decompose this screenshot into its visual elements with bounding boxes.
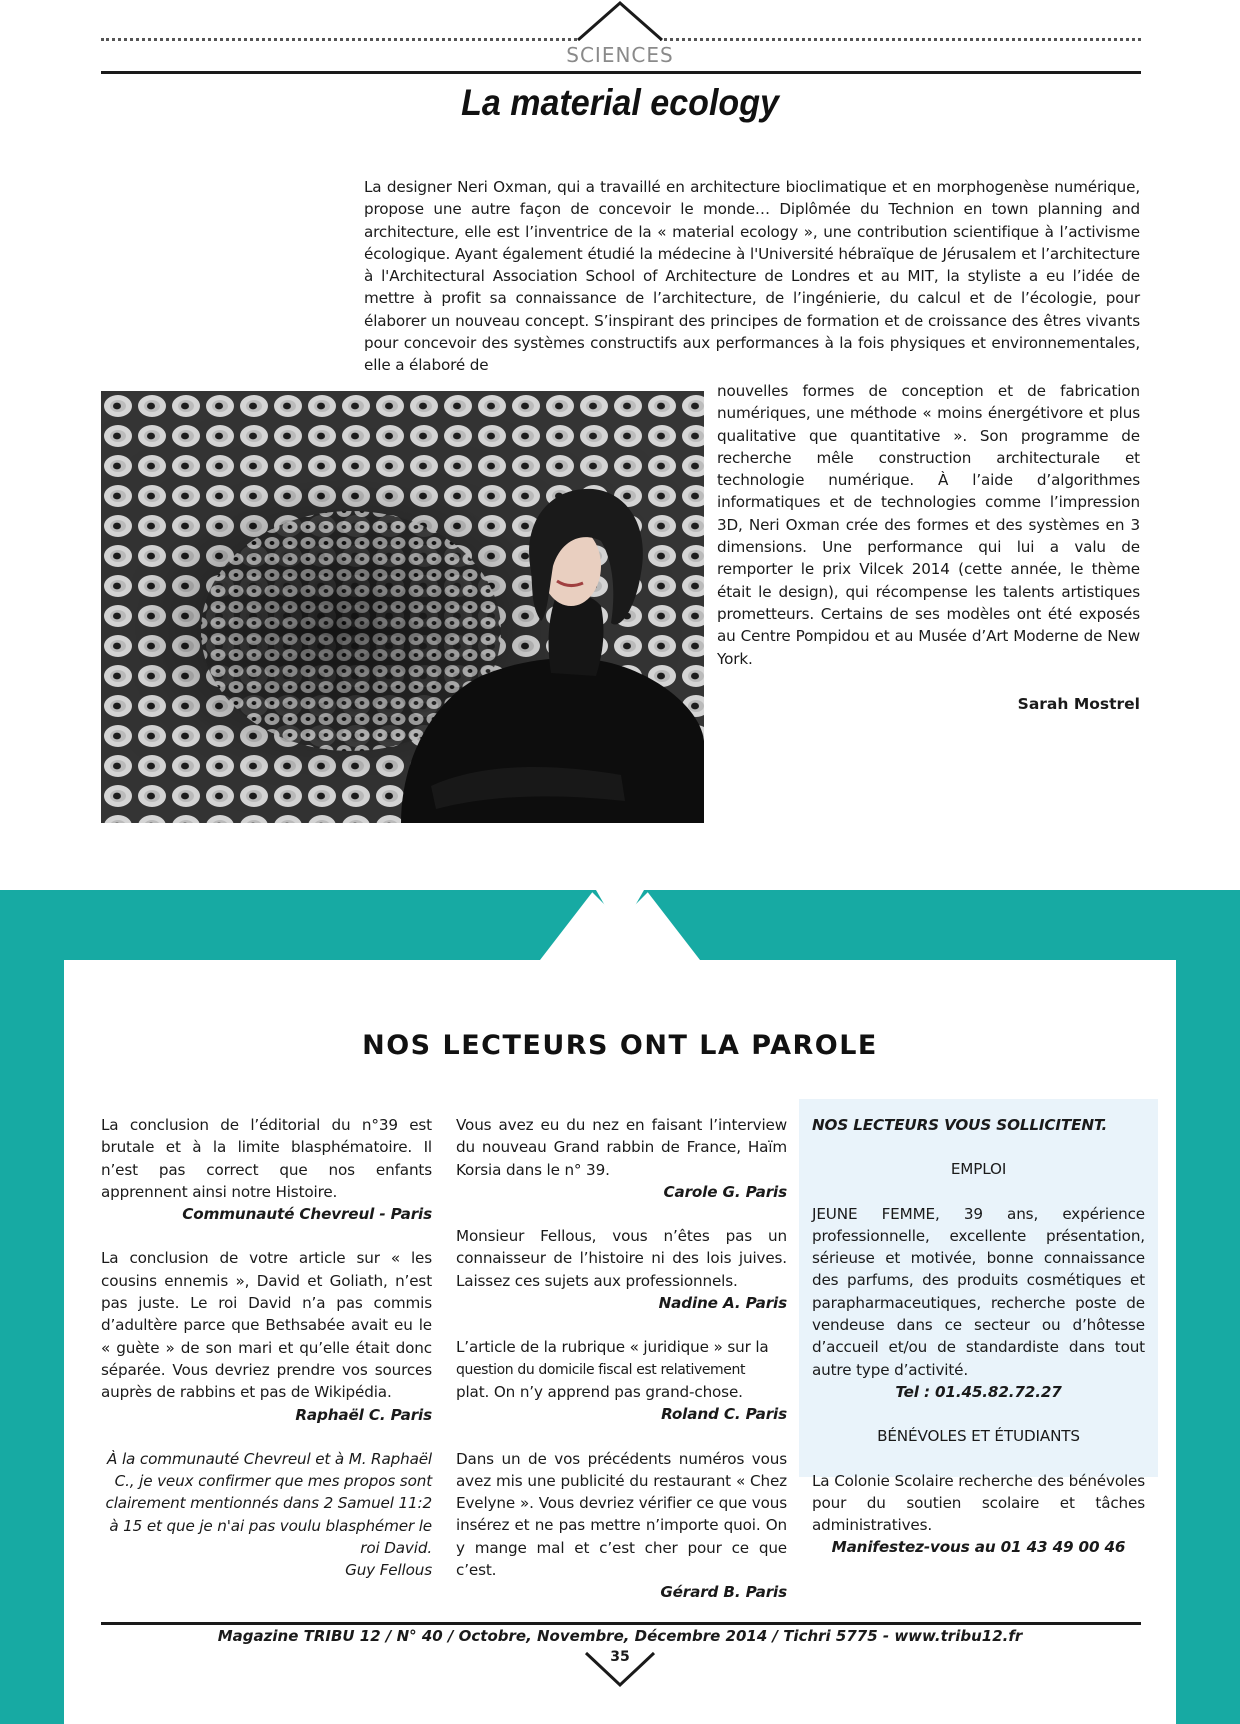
article-author: Sarah Mostrel [1017,695,1140,713]
editor-reply: À la communauté Chevreul et à M. Raphaël C., je veux confirmer que mes propos sont clairement mentionnés dans 2 Samuel 11:2 à 15 et que je n'ai pas voulu blasphémer le roi David. [105,1449,432,1558]
letter-text-line: question du domicile fiscal est relativement [456,1361,746,1378]
article-body-top: La designer Neri Oxman, qui a travaillé en architecture bioclimatique et en morphogenèse numérique, propose une autre façon de concevoir le monde… Diplômée du Technion en town planning and architecture, elle est l’inventrice de la « material ecology », une contribution scientifique à l’activisme écologique. Ayant également étudié la médecine à l'Université hébraïque de Jérusalem et l’architecture à l'Architectural Association School of Architecture de Londres et au MIT, la styliste a eu l’idée de mettre à profit sa connaissance de l’architecture, de l’ingénierie, du calcul et de l’écologie, pour élaborer un nouveau concept. S’inspirant des principes de formation et de croissance des êtres vivants pour concevoir des systèmes constructifs aux performances à la fois physiques et environnementales, elle a élaboré de [364,178,1140,375]
photo-pattern [101,391,704,823]
letter-text: Vous avez eu du nez en faisant l’interview du nouveau Grand rabbin de France, Haïm Korsia dans le n° 39. [456,1116,787,1179]
letter-text-line: L’article de la rubrique « juridique » sur la [456,1338,769,1357]
footer-credits: Magazine TRIBU 12 / N° 40 / Octobre, Novembre, Décembre 2014 / Tichri 5775 - www.tribu12.fr [217,1627,1023,1645]
letter-text: Dans un de vos précédents numéros vous avez mis une publicité du restaurant « Chez Evelyne ». Vous devriez vérifier ce que vous insérez et ne pas mettre n’importe quoi. On y mange mal et c’est cher pour ce que c’est. [456,1449,787,1580]
letter-text: La conclusion de votre article sur « les cousins ennemis », David et Goliath, n’est pas juste. Le roi David n’a pas commis d’adultère parce que Bethsabée avait eu le « guète » de son mari et qu’elle était donc séparée. Vous devriez prendre vos sources auprès de rabbins et pas de Wikipédia. [101,1249,432,1402]
letter-text: La conclusion de l’éditorial du n°39 est brutale et à la limite blasphématoire. Il n’est pas correct que nos enfants apprennent ainsi notre Histoire. [101,1116,432,1201]
letter-text-line: plat. On n’y apprend pas grand-chose. [456,1382,743,1401]
letter-signature: Raphaël C. Paris [295,1405,432,1424]
header-peak-ornament [560,0,680,42]
letter-signature: Communauté Chevreul - Paris [182,1205,432,1224]
classifieds-content [812,1114,1145,1559]
letter-signature: Nadine A. Paris [658,1294,787,1313]
letter-signature: Roland C. Paris [661,1405,787,1424]
readers-column-2 [456,1114,787,1604]
section-label: SCIENCES [566,43,674,67]
portrait-photo [101,391,704,823]
readers-column-1 [101,1114,432,1582]
classifieds-benevoles-text: La Colonie Scolaire recherche des bénévoles pour du soutien scolaire et tâches administratives. [812,1471,1145,1535]
classifieds-heading-emploi: EMPLOI [950,1160,1007,1179]
readers-section-title: NOS LECTEURS ONT LA PAROLE [362,1030,878,1061]
classifieds-title: NOS LECTEURS VOUS SOLLICITENT. [812,1116,1108,1134]
classifieds-heading-benevoles: BÉNÉVOLES ET ÉTUDIANTS [877,1427,1080,1446]
header-rule [101,71,1141,74]
editor-reply-signature: Guy Fellous [345,1561,432,1580]
classifieds-emploi-text: JEUNE FEMME, 39 ans, expérience professionnelle, excellente présentation, sérieuse et motivée, bonne connaissance des parfums, des produits cosmétiques et parapharmaceutiques, recherche poste de vendeuse dans ce secteur ou d’hôtesse d’accueil et/ou de standardiste dans tout autre type d’activité. [812,1204,1145,1379]
letter-signature: Gérard B. Paris [660,1583,787,1602]
classifieds-emploi-phone: Tel : 01.45.82.72.27 [895,1382,1062,1401]
letter-signature: Carole G. Paris [663,1182,787,1201]
letter-text: Monsieur Fellous, vous n’êtes pas un connaisseur de l’histoire ni des lois juives. Laissez ces sujets aux professionnels. [456,1227,787,1290]
article-title: La material ecology [461,82,779,123]
article-body-side: nouvelles formes de conception et de fabrication numériques, une méthode « moins énergétivore et plus qualitative que quantitative ». Son programme de recherche mêle construction architecturale et technologie numérique. À l’aide d’algorithmes informatiques et de technologies comme l’impression 3D, Neri Oxman crée des formes et des systèmes en 3 dimensions. Une performance qui lui a valu de remporter le prix Vilcek 2014 (cette année, le thème était le design), qui récompense les talents artistiques prometteurs. Certains de ses modèles ont été exposés au Centre Pompidou et au Musée d’Art Moderne de New York. [717,382,1140,668]
page-number: 35 [610,1649,630,1665]
footer-rule [101,1622,1141,1625]
classifieds-benevoles-phone: Manifestez-vous au 01 43 49 00 46 [831,1538,1126,1557]
